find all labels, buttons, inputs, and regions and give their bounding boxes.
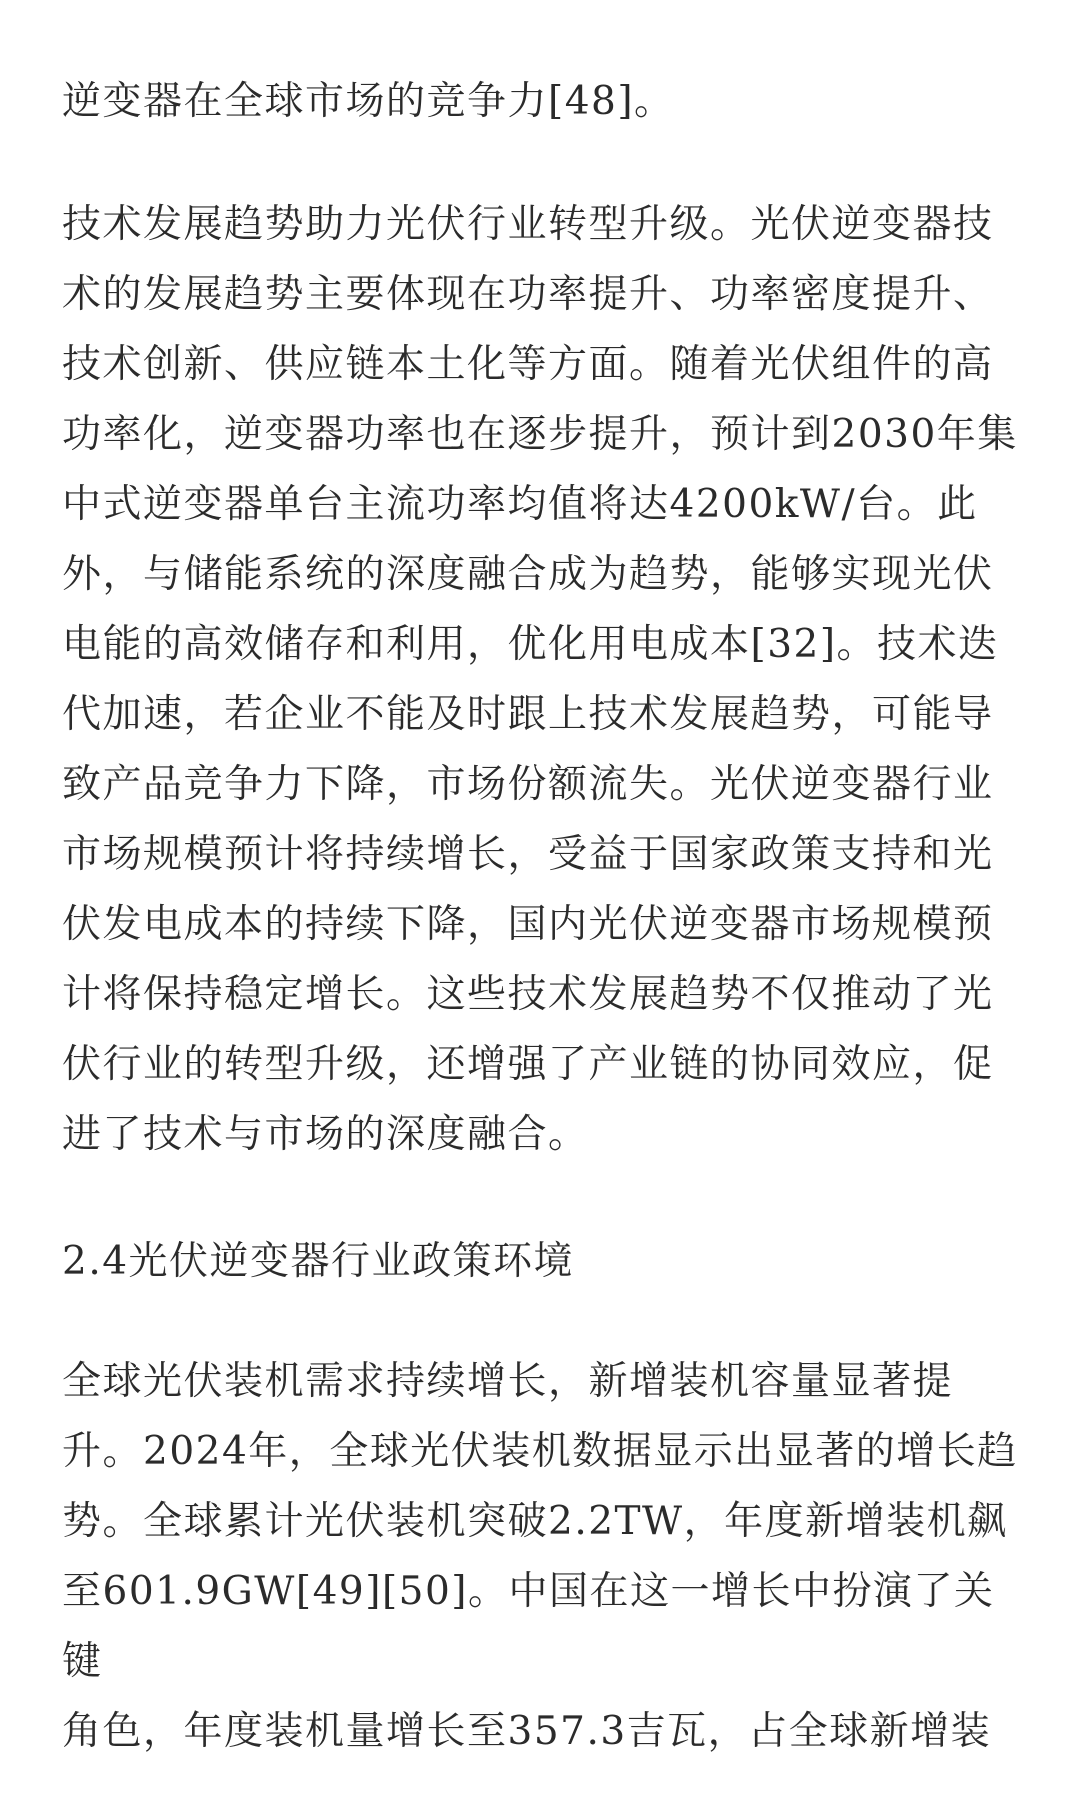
paragraph-intro: 逆变器在全球市场的竞争力[48]。	[62, 79, 675, 124]
paragraph-technology-trends: 技术发展趋势助力光伏行业转型升级。光伏逆变器技 术的发展趋势主要体现在功率提升、功率密度提升、 技术创新、供应链本土化等方面。随着光伏组件的高 功率化，逆变器功率也在逐步提升，预计到2030年集 中式逆变器单台主流功率均值将达4200kW/台。此 外，与储能系统的深度融合成为趋势，能够实现光伏 电能的高效储存和利用，优化用电成本[32]。技术迭 代加速，若企业不能及时跟上技术发展趋势，可能导 致产品竞争力下降，市场份额流失。光伏逆变器行业 市场规模预计将持续增长，受益于国家政策支持和光 伏发电成本的持续下降，国内光伏逆变器市场规模预 计将保持稳定增长。这些技术发展趋势不仅推动了光 伏行业的转型升级，还增强了产业链的协同效应，促 进了技术与市场的深度融合。	[62, 202, 1018, 1157]
paragraph-global-installations: 全球光伏装机需求持续增长，新增装机容量显著提 升。2024年，全球光伏装机数据显示出显著的增长趋 势。全球累计光伏装机突破2.2TW，年度新增装机飙 至601.9GW[49][50]。中国在这一增长中扮演了关键 角色，年度装机量增长至357.3吉瓦，占全球新增装	[62, 1359, 1018, 1754]
section-heading: 2.4光伏逆变器行业政策环境	[62, 1239, 575, 1284]
